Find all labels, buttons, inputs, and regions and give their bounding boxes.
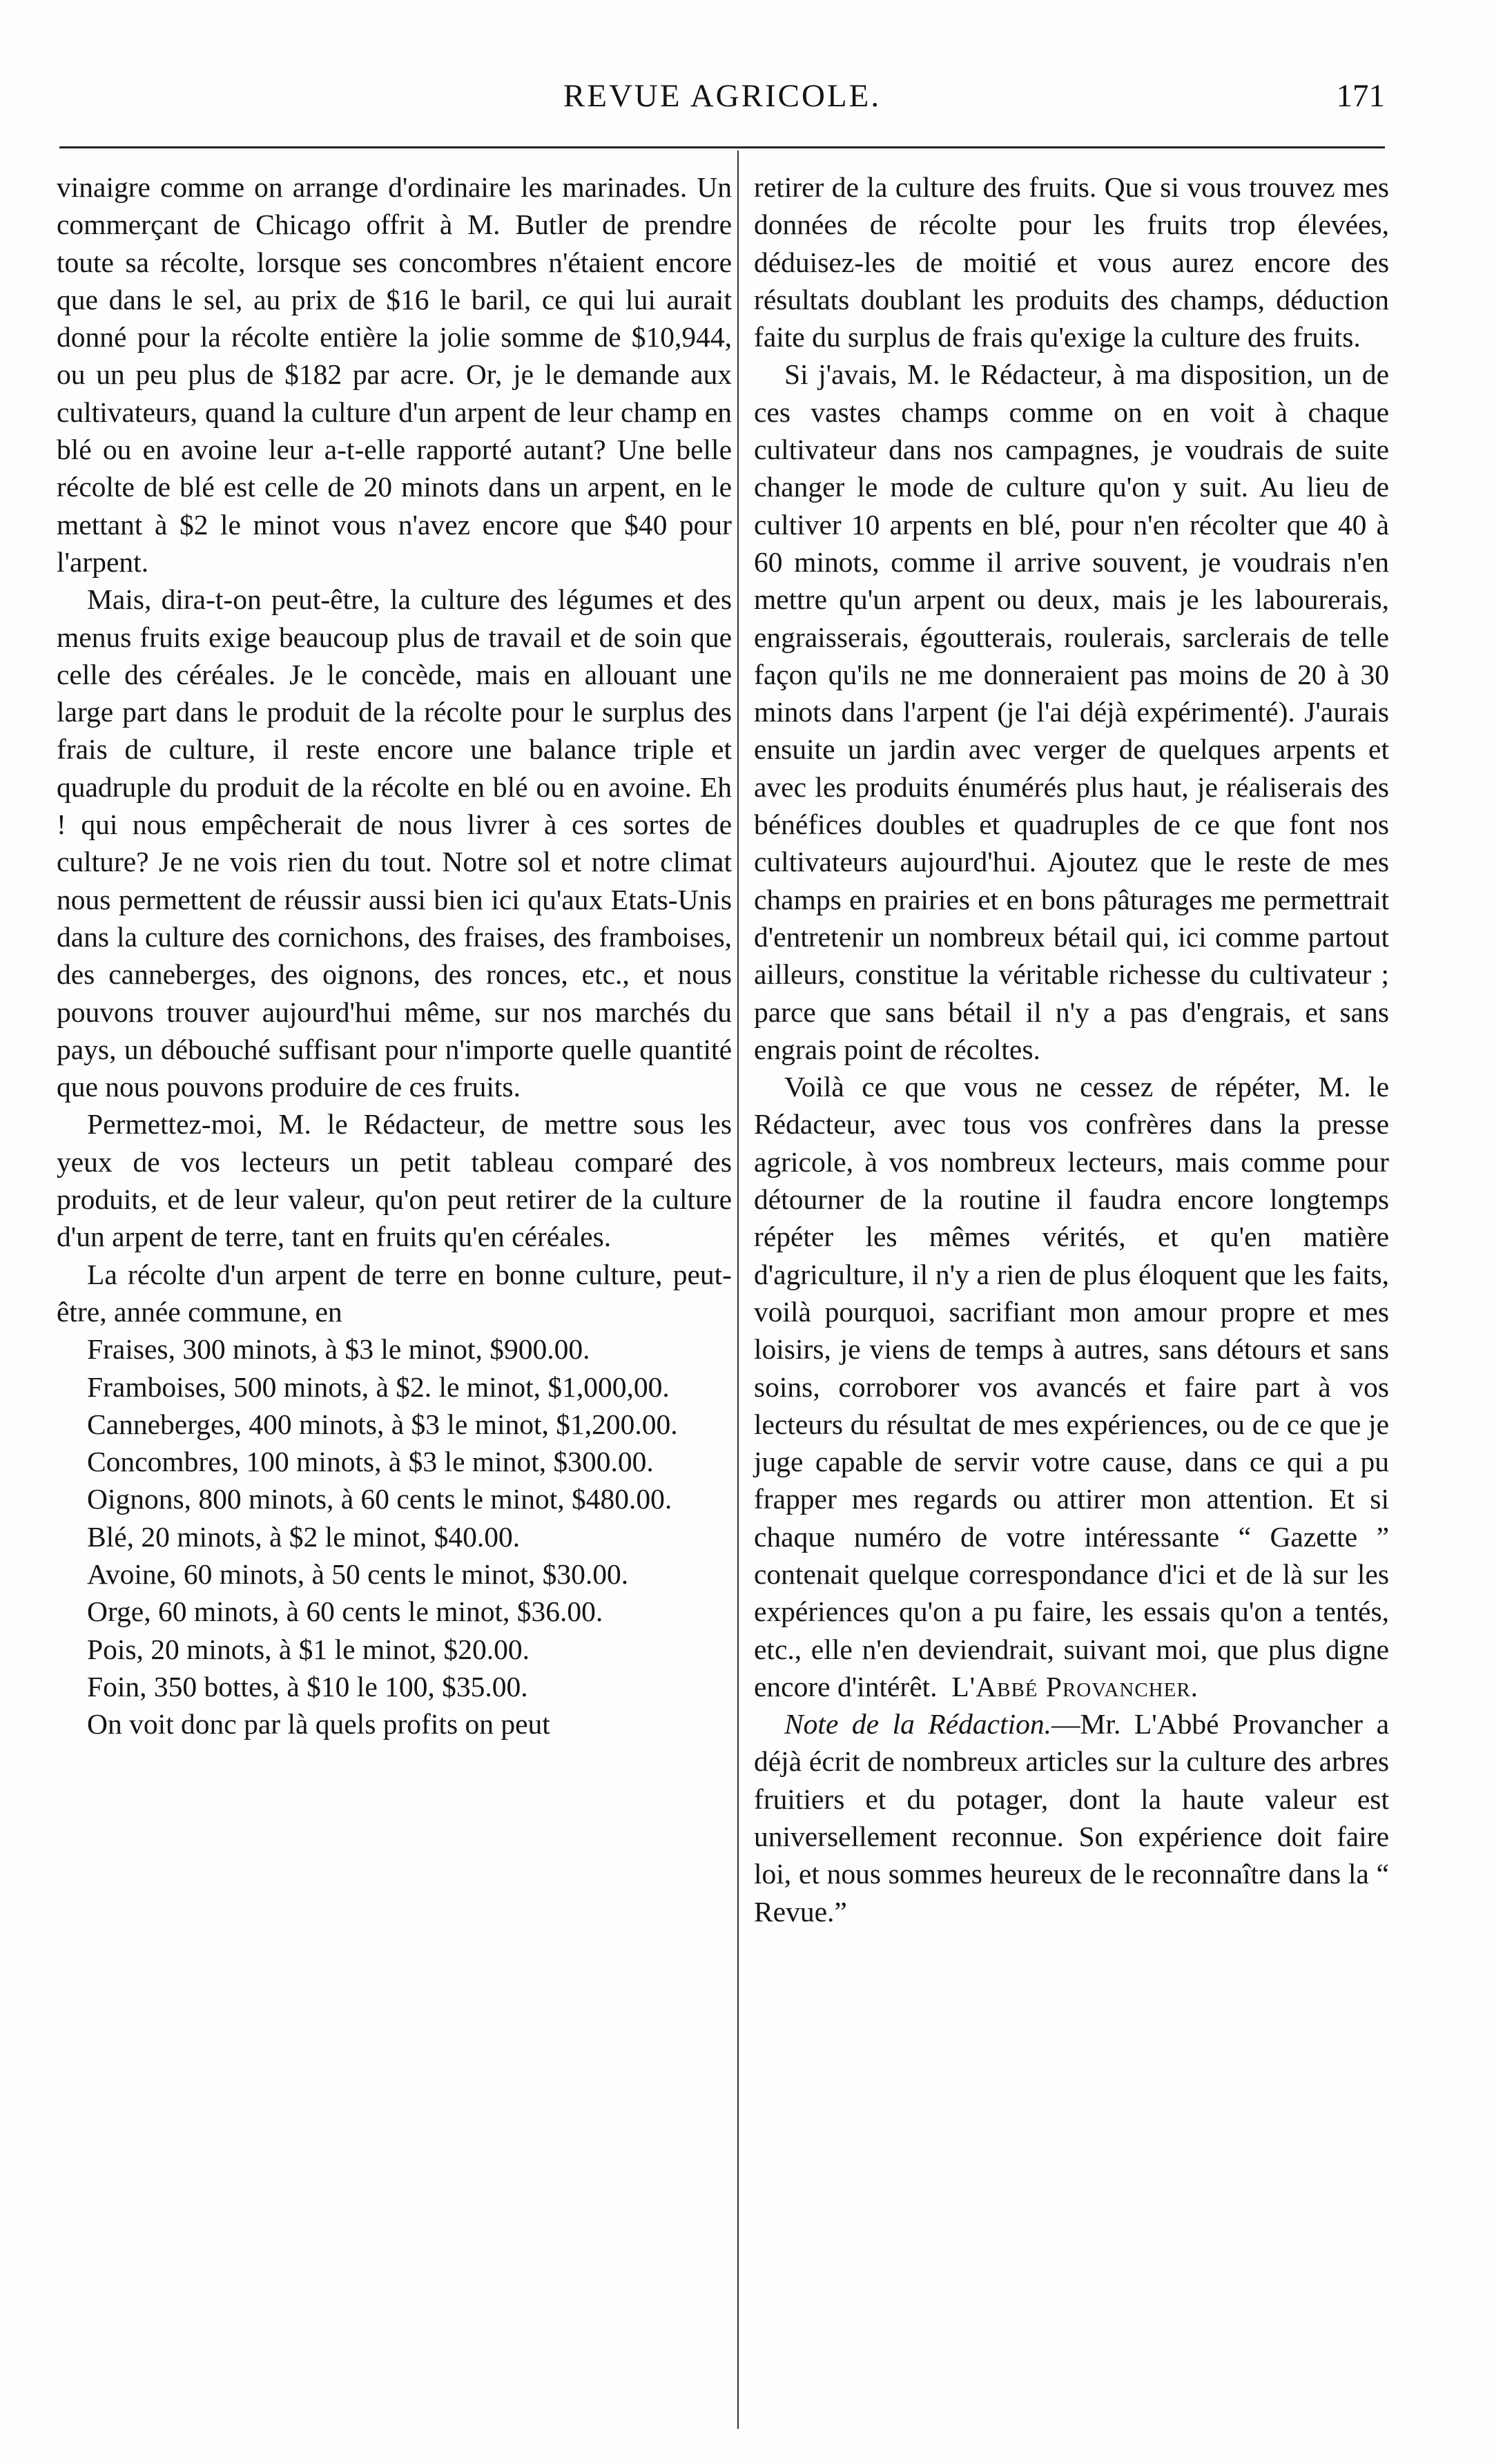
crop-list-item: Foin, 350 bottes, à $10 le 100, $35.00.: [87, 1670, 528, 1703]
note-text: —Mr. L'Abbé Provancher a déjà écrit de nombreux articles sur la culture des arbres fruitiers et du potager, dont la haute valeur est universellement reconnue. Son expérience doit faire loi, et nous sommes heureux de le reconnaître dans la “ Revue.”: [754, 1708, 1389, 1928]
crop-list-item: Orge, 60 minots, à 60 cents le minot, $36.00.: [87, 1595, 603, 1628]
crop-list-item: Concombres, 100 minots, à $3 le minot, $300.00.: [87, 1446, 654, 1478]
paragraph: Permettez-moi, M. le Rédacteur, de mettre sous les yeux de vos lecteurs un petit tableau comparé des produits, et de leur valeur, qu'on peut retirer de la culture d'un arpent de terre, tant en fruits qu'en céréales.: [57, 1108, 732, 1253]
crop-list-item: Avoine, 60 minots, à 50 cents le minot, $30.00.: [87, 1558, 629, 1590]
page-title: REVUE AGRICOLE.: [563, 78, 882, 114]
author-signature: L'Abbé Provancher.: [951, 1670, 1199, 1703]
header-rule: [59, 146, 1385, 148]
running-head: [59, 77, 1385, 123]
crop-list-item: Oignons, 800 minots, à 60 cents le minot, $480.00.: [87, 1483, 672, 1515]
page-number: 171: [1336, 78, 1385, 114]
crop-list-item: Fraises, 300 minots, à $3 le minot, $900.00.: [87, 1333, 590, 1366]
crop-list-item: Canneberges, 400 minots, à $3 le minot, $1,200.00.: [87, 1408, 678, 1440]
paragraph: [754, 1068, 1389, 1705]
crop-list-item: Pois, 20 minots, à $1 le minot, $20.00.: [87, 1633, 530, 1665]
paragraph-text: Voilà ce que vous ne cessez de répéter, M. le Rédacteur, avec tous vos confrères dans la presse agricole, à vos nombreux lecteurs, mais comme pour détourner de la routine il faudra encore longtemps répéter les mêmes vérités, et qu'en matière d'agriculture, il n'y a rien de plus éloquent que les faits, voilà pourquoi, sacrifiant mon amour propre et mes loisirs, je viens de temps à autres, sans détours et sans soins, corroborer vos avancés et faire part à vos lecteurs du résultat de mes expériences, ou de ce que je juge capable de servir votre cause, dans ce qui a pu frapper mes regards ou attirer mon attention. Et si chaque numéro de votre intéressante “ Gazette ” contenait quelque correspondance d'ici et de là sur les expériences qu'on a pu faire, les essais qu'on a tentés, etc., elle n'en deviendrait, suivant moi, que plus digne encore d'intérêt.: [754, 1071, 1389, 1703]
crop-list-item: Blé, 20 minots, à $2 le minot, $40.00.: [87, 1520, 521, 1553]
note-label: Note de la Rédaction.: [784, 1708, 1052, 1740]
paragraph: vinaigre comme on arrange d'ordinaire les marinades. Un commerçant de Chicago offrit à M. Butler de prendre toute sa récolte, lorsque ses concombres n'étaient encore que dans le sel, au prix de $16 le baril, ce qui lui aurait donné pour la récolte entière la jolie somme de $10,944, ou un peu plus de $182 par acre. Or, je le demande aux cultivateurs, quand la culture d'un arpent de leur champ en blé ou en avoine leur a-t-elle rapporté autant? Une belle récolte de blé est celle de 20 minots dans un arpent, en le mettant à $2 le minot vous n'avez encore que $40 pour l'arpent.: [57, 171, 732, 578]
editor-note: [754, 1705, 1389, 1930]
column-divider: [737, 151, 739, 2429]
crop-list-item: Framboises, 500 minots, à $2. le minot, $1,000,00.: [87, 1370, 670, 1403]
paragraph: Si j'avais, M. le Rédacteur, à ma disposition, un de ces vastes champs comme on en voit à chaque cultivateur dans nos campagnes, je voudrais de suite changer le mode de culture qu'on y suit. Au lieu de cultiver 10 arpents en blé, pour n'en récolter que 40 à 60 minots, comme il arrive souvent, je voudrais n'en mettre qu'un arpent ou deux, mais je les labourerais, engraisserais, égoutterais, roulerais, sarclerais de telle façon qu'ils ne me donneraient pas moins de 20 à 30 minots dans l'arpent (je l'ai déjà expérimenté). J'aurais ensuite un jardin avec verger de quelques arpents et avec les produits énumérés plus haut, je réaliserais des bénéfices doubles et quadruples de ce que font nos cultivateurs aujourd'hui. Ajoutez que le reste de mes champs en prairies et en bons pâturages me permettrait d'entretenir un nombreux bétail qui, ici comme partout ailleurs, constitue la véritable richesse du cultivateur ; parce que sans bétail il n'y a pas d'engrais, et sans engrais point de récoltes.: [754, 358, 1389, 1065]
right-column: [754, 168, 1389, 1930]
paragraph: Mais, dira-t-on peut-être, la culture des légumes et des menus fruits exige beaucoup plus de travail et de soin que celle des céréales. Je le concède, mais en allouant une large part dans le produit de la récolte pour le surplus des frais de culture, il reste encore une balance triple et quadruple du produit de la récolte en blé ou en avoine. Eh ! qui nous empêcherait de nous livrer à ces sortes de culture? Je ne vois rien du tout. Notre sol et notre climat nous permettent de réussir aussi bien ici qu'aux Etats-Unis dans la culture des cornichons, des fraises, des framboises, des canneberges, des oignons, des ronces, etc., et nous pouvons trouver aujourd'hui même, sur nos marchés du pays, un débouché suffisant pour n'importe quelle quantité que nous pouvons produire de ces fruits.: [57, 583, 732, 1103]
paragraph: retirer de la culture des fruits. Que si vous trouvez mes données de récolte pour les fruits trop élevées, déduisez-les de moitié et vous aurez encore des résultats doublant les produits des champs, déduction faite du surplus de frais qu'exige la culture des fruits.: [754, 171, 1389, 353]
paragraph: On voit donc par là quels profits on peut: [87, 1708, 550, 1740]
paragraph: La récolte d'un arpent de terre en bonne culture, peut-être, année commune, en: [57, 1258, 732, 1328]
left-column: [57, 168, 732, 1743]
